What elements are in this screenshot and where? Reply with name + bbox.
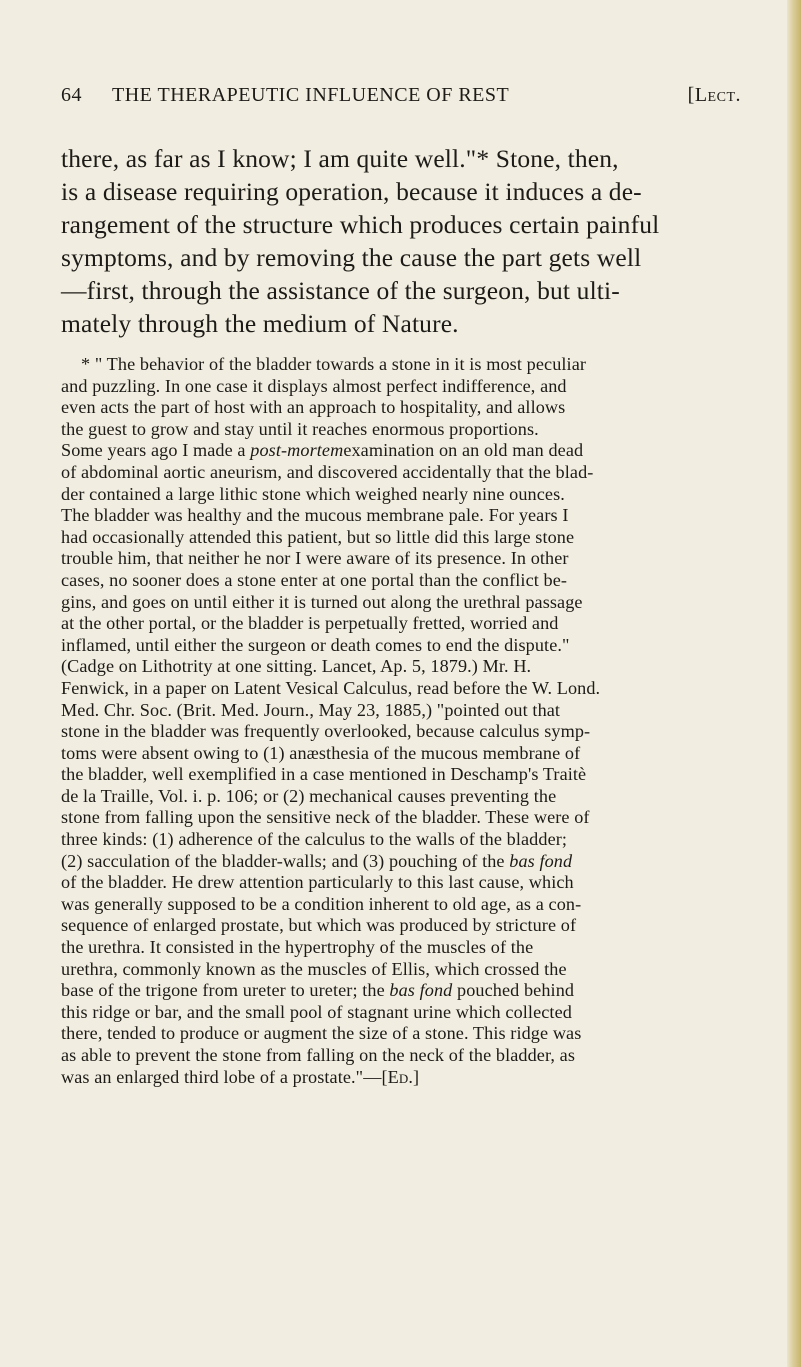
footnote-line: * " The behavior of the bladder towards a stone in it is most peculiar [81,354,587,374]
footnote-line: of the bladder. He drew attention particularly to this last cause, which [61,872,574,893]
footnote-line [61,1067,741,1089]
body-line: —first, through the assistance of the surgeon, but ulti- [61,276,620,305]
footnote-line [61,440,741,462]
footnote-line: Fenwick, in a paper on Latent Vesical Calculus, read before the W. Lond. [61,677,601,698]
footnote-line: there, tended to produce or augment the size of a stone. This ridge was [61,1023,582,1044]
running-title: THE THERAPEUTIC INFLUENCE OF REST [112,84,510,106]
footnote-line: The bladder was healthy and the mucous membrane pale. For years I [61,505,569,526]
body-line: rangement of the structure which produces certain painful [61,210,660,239]
footnote-line: was generally supposed to be a condition inherent to old age, as a con- [61,893,582,914]
footnote-line [61,980,741,1002]
book-page [61,84,741,1088]
footnote-line: the urethra. It consisted in the hypertrophy of the muscles of the [61,937,534,958]
italic-term: bas fond [389,980,453,1001]
body-line: there, as far as I know; I am quite well."* Stone, then, [61,144,619,173]
footnote-line: gins, and goes on until either it is turned out along the urethral passage [61,591,583,612]
footnote-text: base of the trigone from ureter to ureter; the [61,980,390,1001]
footnote-line: der contained a large lithic stone which weighed nearly nine ounces. [61,483,565,504]
footnote-line: and puzzling. In one case it displays almost perfect indifference, and [61,375,567,396]
footnote-text: Some years ago I made a [61,440,251,461]
footnote-line: stone in the bladder was frequently overlooked, because calculus symp- [61,721,591,742]
footnote-line: of abdominal aortic aneurism, and discovered accidentally that the blad- [61,461,594,482]
footnote-line: the bladder, well exemplified in a case mentioned in Deschamp's Traitè [61,764,587,785]
footnote-text: examination on an old man dead [343,440,584,461]
footnote-text: (2) sacculation of the bladder-walls; and (3) pouching of the [61,850,510,871]
footnote-text: was an enlarged third lobe of a prostate."—[ [61,1066,388,1087]
footnote-line: three kinds: (1) adherence of the calculus to the walls of the bladder; [61,829,568,850]
running-head [61,84,741,114]
footnote-line: sequence of enlarged prostate, but which was produced by stricture of [61,915,577,936]
footnote-line: even acts the part of host with an approach to hospitality, and allows [61,397,566,418]
footnote [61,354,741,1088]
footnote-line: inflamed, until either the surgeon or death comes to end the dispute." [61,634,570,655]
page-edge [787,0,801,1367]
footnote-line: this ridge or bar, and the small pool of stagnant urine which collected [61,1001,572,1022]
body-line: mately through the medium of Nature. [61,309,459,338]
footnote-line: Med. Chr. Soc. (Brit. Med. Journ., May 23, 1885,) "pointed out that [61,699,561,720]
footnote-text: .] [408,1066,420,1087]
body-line: is a disease requiring operation, because it induces a de- [61,177,642,206]
footnote-line: stone from falling upon the sensitive neck of the bladder. These were of [61,807,590,828]
body-line: symptoms, and by removing the cause the part gets well [61,243,642,272]
body-paragraph [61,142,741,340]
footnote-line: as able to prevent the stone from falling on the neck of the bladder, as [61,1045,576,1065]
footnote-line: toms were absent owing to (1) anæsthesia of the mucous membrane of [61,742,581,763]
footnote-line: trouble him, that neither he nor I were aware of its presence. In other [61,548,569,569]
footnote-text: pouched behind [452,980,575,1001]
footnote-line: at the other portal, or the bladder is perpetually fretted, worried and [61,613,559,634]
footnote-line [61,851,741,873]
footnote-line: cases, no sooner does a stone enter at one portal than the conflict be- [61,569,568,590]
footnote-line: had occasionally attended this patient, but so little did this large stone [61,526,575,547]
page-number: 64 [61,84,82,106]
footnote-line: de la Traille, Vol. i. p. 106; or (2) mechanical causes preventing the [61,785,557,806]
italic-term: bas fond [509,850,573,871]
footnote-line: the guest to grow and stay until it reaches enormous proportions. [61,418,539,439]
footnote-line: urethra, commonly known as the muscles of Ellis, which crossed the [61,958,567,979]
section-label: [Lect. [687,84,741,106]
italic-term: post-mortem [250,440,344,461]
editor-abbrev: Ed [387,1066,409,1087]
footnote-line: (Cadge on Lithotrity at one sitting. Lancet, Ap. 5, 1879.) Mr. H. [61,656,532,677]
